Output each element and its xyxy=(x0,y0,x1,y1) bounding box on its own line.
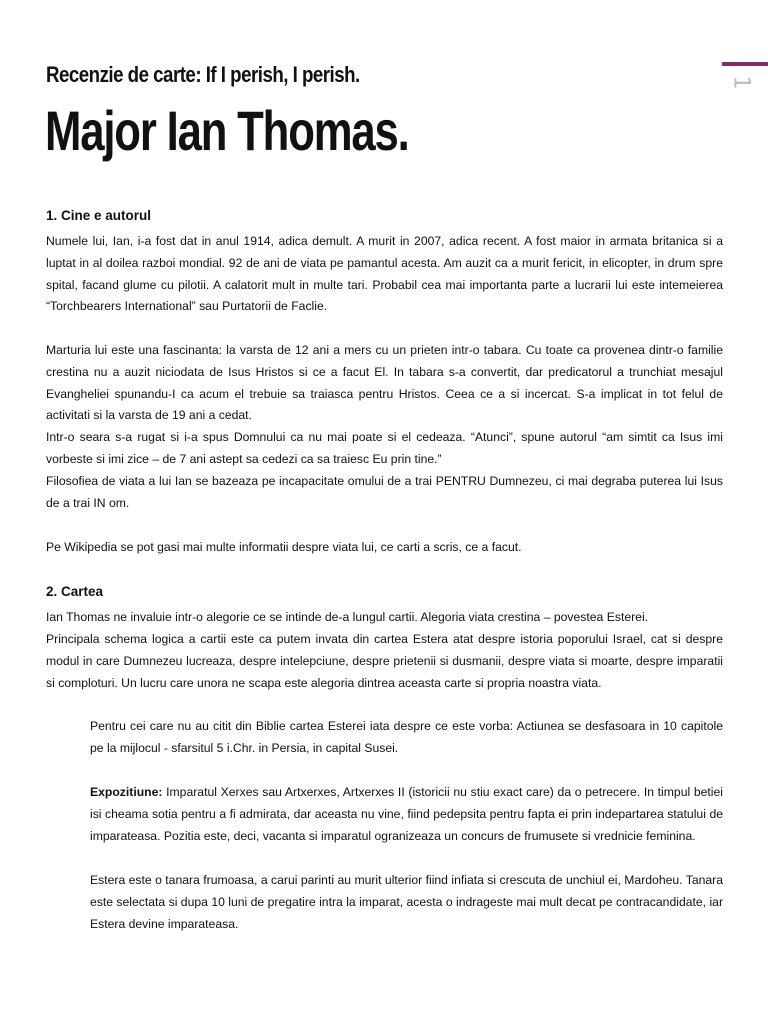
exposition-text: Imparatul Xerxes sau Artxerxes, Artxerxes II (istoricii nu stiu exact care) da o petrecere. In timpul betiei isi cheama sotia pentru a fi admirata, dar aceasta nu vine, fiind pedepsita pentru fapta ei prin indepartarea statului de imparateasa. Pozitia este, deci, vacanta si imparatul ogranizeaza un concurs de frumusete si vrednicie feminina. xyxy=(90,785,723,843)
section-heading-author: 1. Cine e autorul xyxy=(46,208,152,223)
paragraph: Numele lui, Ian, i-a fost dat in anul 1914, adica demult. A murit in 2007, adica recent. A fost maior in armata britanica si a luptat in al doilea razboi mondial. 92 de ani de viata pe pamantul acesta. Am auzit ca a murit fericit, in elicopter, in drum spre spital, facand glume cu pilotii. A calatorit mult in multe tari. Probabil cea mai importanta parte a lucrarii lui este intemeierea “Torchbearers International” sau Purtatorii de Faclie. xyxy=(46,234,723,314)
section-heading-book: 2. Cartea xyxy=(46,584,104,599)
paragraph: Pe Wikipedia se pot gasi mai multe informatii despre viata lui, ce carti a scris, ce a facut. xyxy=(46,540,522,554)
page-number: 1 xyxy=(728,75,754,90)
paragraph: Ian Thomas ne invaluie intr-o alegorie ce se intinde de-a lungul cartii. Alegoria viata crestina – povestea Esterei. xyxy=(46,610,649,624)
exposition-label: Expozitiune: xyxy=(90,785,163,799)
page-number-accent-bar xyxy=(722,62,768,66)
paragraph: Filosofiea de viata a lui Ian se bazeaza pe incapacitate omului de a trai PENTRU Dumnezeu, ci mai degraba puterea lui Isus de a trai IN om. xyxy=(46,474,723,510)
indented-paragraph: Estera este o tanara frumoasa, a carui parinti au murit ulterior fiind infiata si crescuta de unchiul ei, Mardoheu. Tanara este selectata si dupa 10 luni de pregatire intra la imparat, acesta o indrageste mai mult decat pe contracandidate, iar Estera devine imparateasa. xyxy=(90,873,723,931)
document-subtitle: Recenzie de carte: If I perish, I perish. xyxy=(46,62,360,87)
page-number-tab xyxy=(722,62,768,102)
indented-paragraph: Pentru cei care nu au citit din Biblie cartea Esterei iata despre ce este vorba: Actiunea se desfasoara in 10 capitole pe la mijlocul - sfarsitul 5 i.Chr. in Persia, in capital Susei. xyxy=(90,719,723,755)
paragraph: Marturia lui este una fascinanta: la varsta de 12 ani a mers cu un prieten intr-o tabara. Cu toate ca provenea dintr-o familie crestina nu a auzit niciodata de Isus Hristos si ce a facut El. In tabara s-a convertit, dar predicatorul a trunchiat mesajul Evangheliei spunandu-I ca acum el trebuie sa traiasca pentru Hristos. Ceea ce a si incercat. S-a implicat in tot felul de activitati si la varsta de 19 ani a cedat. xyxy=(46,343,723,423)
document-title: Major Ian Thomas. xyxy=(45,99,409,162)
paragraph: Intr-o seara s-a rugat si i-a spus Domnului ca nu mai poate si el cedeaza. “Atunci”, spune autorul “am simtit ca Isus imi vorbeste si imi zice – de 7 ani astept sa cedezi ca sa traiesc Eu prin tine.” xyxy=(46,430,723,466)
indented-paragraph xyxy=(90,782,723,847)
paragraph: Principala schema logica a cartii este ca putem invata din cartea Estera atat despre istoria poporului Israel, cat si despre modul in care Dumnezeu lucreaza, despre intelepciune, despre prietenii si dusmanii, despre viata si moarte, despre imparatii si comploturi. Un lucru care unora ne scapa este alegoria dintrea aceasta carte si propria noastra viata. xyxy=(46,632,723,690)
